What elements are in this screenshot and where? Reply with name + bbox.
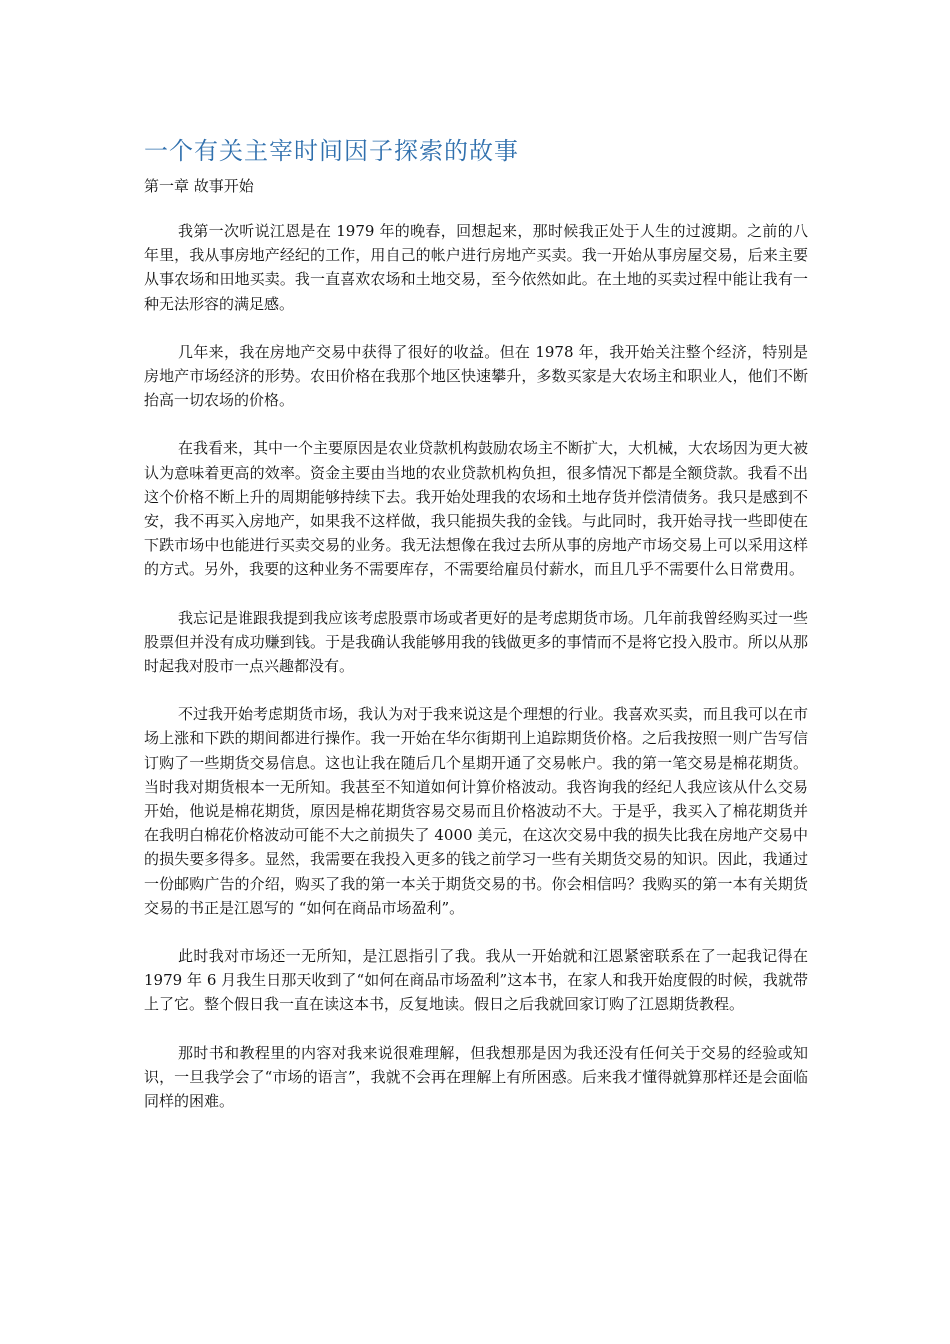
document-title: 一个有关主宰时间因子探索的故事 — [144, 137, 519, 165]
chapter-heading: 第一章 故事开始 — [144, 177, 254, 195]
document-page — [144, 134, 808, 1137]
paragraph-5: 不过我开始考虑期货市场，我认为对于我来说这是个理想的行业。我喜欢买卖，而且我可以在市场上涨和下跌的期间都进行操作。我一开始在华尔街期刊上追踪期货价格。之后我按照一则广告写信订购了一些期货交易信息。这也让我在随后几个星期开通了交易帐户。我的第一笔交易是棉花期货。当时我对期货根本一无所知。我甚至不知道如何计算价格波动。我咨询我的经纪人我应该从什么交易开始，他说是棉花期货，原因是棉花期货容易交易而且价格波动不大。于是乎，我买入了棉花期货并在我明白棉花价格波动可能不大之前损失了 4000 美元，在这次交易中我的损失比我在房地产交易中的损失要多得多。显然，我需要在我投入更多的钱之前学习一些有关期货交易的知识。因此，我通过一份邮购广告的介绍，购买了我的第一本关于期货交易的书。你会相信吗？我购买的第一本有关期货交易的书正是江恩写的 “如何在商品市场盈利”。 — [144, 705, 809, 917]
paragraph-3: 在我看来，其中一个主要原因是农业贷款机构鼓励农场主不断扩大，大机械，大农场因为更大被认为意味着更高的效率。资金主要由当地的农业贷款机构负担，很多情况下都是全额贷款。我看不出这个价格不断上升的周期能够持续下去。我开始处理我的农场和土地存货并偿清债务。我只是感到不安，我不再买入房地产，如果我不这样做，我只能损失我的金钱。与此同时，我开始寻找一些即使在下跌市场中也能进行买卖交易的业务。我无法想像在我过去所从事的房地产市场交易上可以采用这样的方式。另外，我要的这种业务不需要库存，不需要给雇员付薪水，而且几乎不需要什么日常费用。 — [144, 439, 809, 579]
paragraph-2: 几年来，我在房地产交易中获得了很好的收益。但在 1978 年，我开始关注整个经济，特别是房地产市场经济的形势。农田价格在我那个地区快速攀升，多数买家是大农场主和职业人，他们不断抬高一切农场的价格。 — [144, 342, 808, 410]
paragraph-1: 我第一次听说江恩是在 1979 年的晚春，回想起来，那时候我正处于人生的过渡期。之前的八年里，我从事房地产经纪的工作，用自己的帐户进行房地产买卖。我一开始从事房屋交易，后来主要从事农场和田地买卖。我一直喜欢农场和土地交易，至今依然如此。在土地的买卖过程中能让我有一种无法形容的满足感。 — [144, 222, 808, 313]
paragraph-4: 我忘记是谁跟我提到我应该考虑股票市场或者更好的是考虑期货市场。几年前我曾经购买过一些股票但并没有成功赚到钱。于是我确认我能够用我的钱做更多的事情而不是将它投入股市。所以从那时起我对股市一点兴趣都没有。 — [144, 608, 809, 676]
paragraph-7: 那时书和教程里的内容对我来说很难理解，但我想那是因为我还没有任何关于交易的经验或知识，一旦我学会了“市场的语言”，我就不会再在理解上有所困惑。后来我才懂得就算那样还是会面临同样的困难。 — [144, 1043, 808, 1111]
paragraph-6: 此时我对市场还一无所知，是江恩指引了我。我从一开始就和江恩紧密联系在了一起我记得在 1979 年 6 月我生日那天收到了“如何在商品市场盈利”这本书，在家人和我开始度假的时候，我就带上了它。整个假日我一直在读这本书，反复地读。假日之后我就回家订购了江恩期货教程。 — [144, 947, 808, 1014]
